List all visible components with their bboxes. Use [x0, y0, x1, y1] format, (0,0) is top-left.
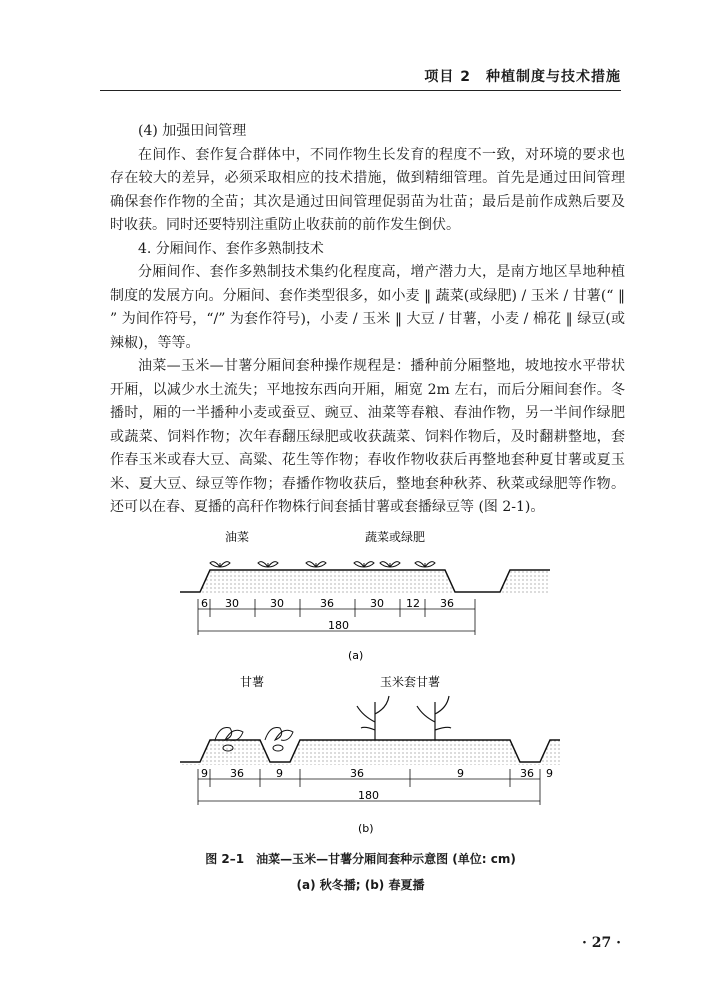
- dim-a-total: 180: [328, 619, 349, 632]
- dim-a-4: 36: [320, 597, 334, 610]
- page-header: [0, 0, 721, 95]
- dim-a-3: 30: [270, 597, 284, 610]
- label-corn-with-sweet-potato: 玉米套甘薯: [380, 675, 441, 689]
- dim-b-6: 36: [520, 767, 534, 780]
- section-heading-multi-cropping: 4. 分厢间作、套作多熟制技术: [138, 240, 324, 257]
- label-sweet-potato: 甘薯: [240, 675, 265, 689]
- dim-a-2: 30: [225, 597, 239, 610]
- dim-b-total: 180: [358, 789, 379, 802]
- figure-subcaption: (a) 秋冬播; (b) 春夏播: [296, 878, 425, 892]
- label-rapeseed: 油菜: [225, 530, 250, 544]
- panel-b: [180, 674, 560, 835]
- dim-b-5: 9: [457, 767, 464, 780]
- paragraph-procedure: 油菜—玉米—甘薯分厢间套种操作规程是：播种前分厢整地，坡地按水平带状开厢，以减少水土流失；平地按东西向开厢，厢宽 2m 左右，而后分厢间套作。冬播时，厢的一半播种小麦或蚕豆、豌豆、油菜等春粮、春油作物，另一半间作绿肥或蔬菜、饲料作物；次年春翻压绿肥或收获蔬菜、饲料作物后，及时翻耕整地，套作春玉米或春大豆、高粱、花生等作物；春收作物收获后再整地套种夏甘薯或夏玉米、夏大豆、绿豆等作物；春播作物收获后，整地套种秋荞、秋菜或绿肥等作物。还可以在春、夏播的高秆作物株行间套插甘薯或套播绿豆等 (图 2-1)。: [110, 358, 625, 515]
- figure-caption: 图 2–1 油菜—玉米—甘薯分厢间套种示意图 (单位: cm): [205, 852, 516, 866]
- body-text: [110, 120, 625, 520]
- panel-b-label: (b): [358, 822, 374, 835]
- page-number: · 27 ·: [582, 935, 621, 951]
- dim-b-2: 36: [230, 767, 244, 780]
- dim-a-5: 30: [370, 597, 384, 610]
- figure-diagram: [170, 527, 570, 857]
- rapeseed-plants-icon: [210, 562, 435, 567]
- dim-b-1: 9: [201, 767, 208, 780]
- figure-2-1: [170, 527, 570, 857]
- header-title: 项目 2 种植制度与技术措施: [424, 69, 621, 85]
- dim-b-7: 9: [546, 767, 553, 780]
- corn-plants-icon: [357, 696, 451, 740]
- dim-a-1: 6: [201, 597, 208, 610]
- label-vegetable-or-green-manure: 蔬菜或绿肥: [365, 530, 426, 544]
- section-heading-field-management: (4) 加强田间管理: [138, 123, 247, 139]
- dim-b-4: 36: [350, 767, 364, 780]
- paragraph-multi-cropping-intro: 分厢间作、套作多熟制技术集约化程度高，增产潜力大，是南方地区旱地种植制度的发展方向。分厢间、套作类型很多，如小麦 ‖ 蔬菜(或绿肥) / 玉米 / 甘薯(“ ‖ ” 为间作符号，“/” 为套作符号)，小麦 / 玉米 ‖ 大豆 / 甘薯，小麦 / 棉花 ‖ 绿豆(或辣椒)，等等。: [110, 264, 625, 351]
- dim-b-3: 9: [276, 767, 283, 780]
- dim-a-7: 36: [440, 597, 454, 610]
- panel-a: [180, 529, 550, 662]
- dim-a-6: 12: [406, 597, 420, 610]
- paragraph-field-management: 在间作、套作复合群体中，不同作物生长发育的程度不一致，对环境的要求也存在较大的差异，必须采取相应的技术措施，做到精细管理。首先是通过田间管理确保套作作物的全苗；其次是通过田间管理促弱苗为壮苗；最后是前作成熟后要及时收获。同时还要特别注重防止收获前的前作发生倒伏。: [110, 146, 625, 233]
- panel-a-label: (a): [348, 649, 364, 662]
- header-rule: [100, 90, 621, 91]
